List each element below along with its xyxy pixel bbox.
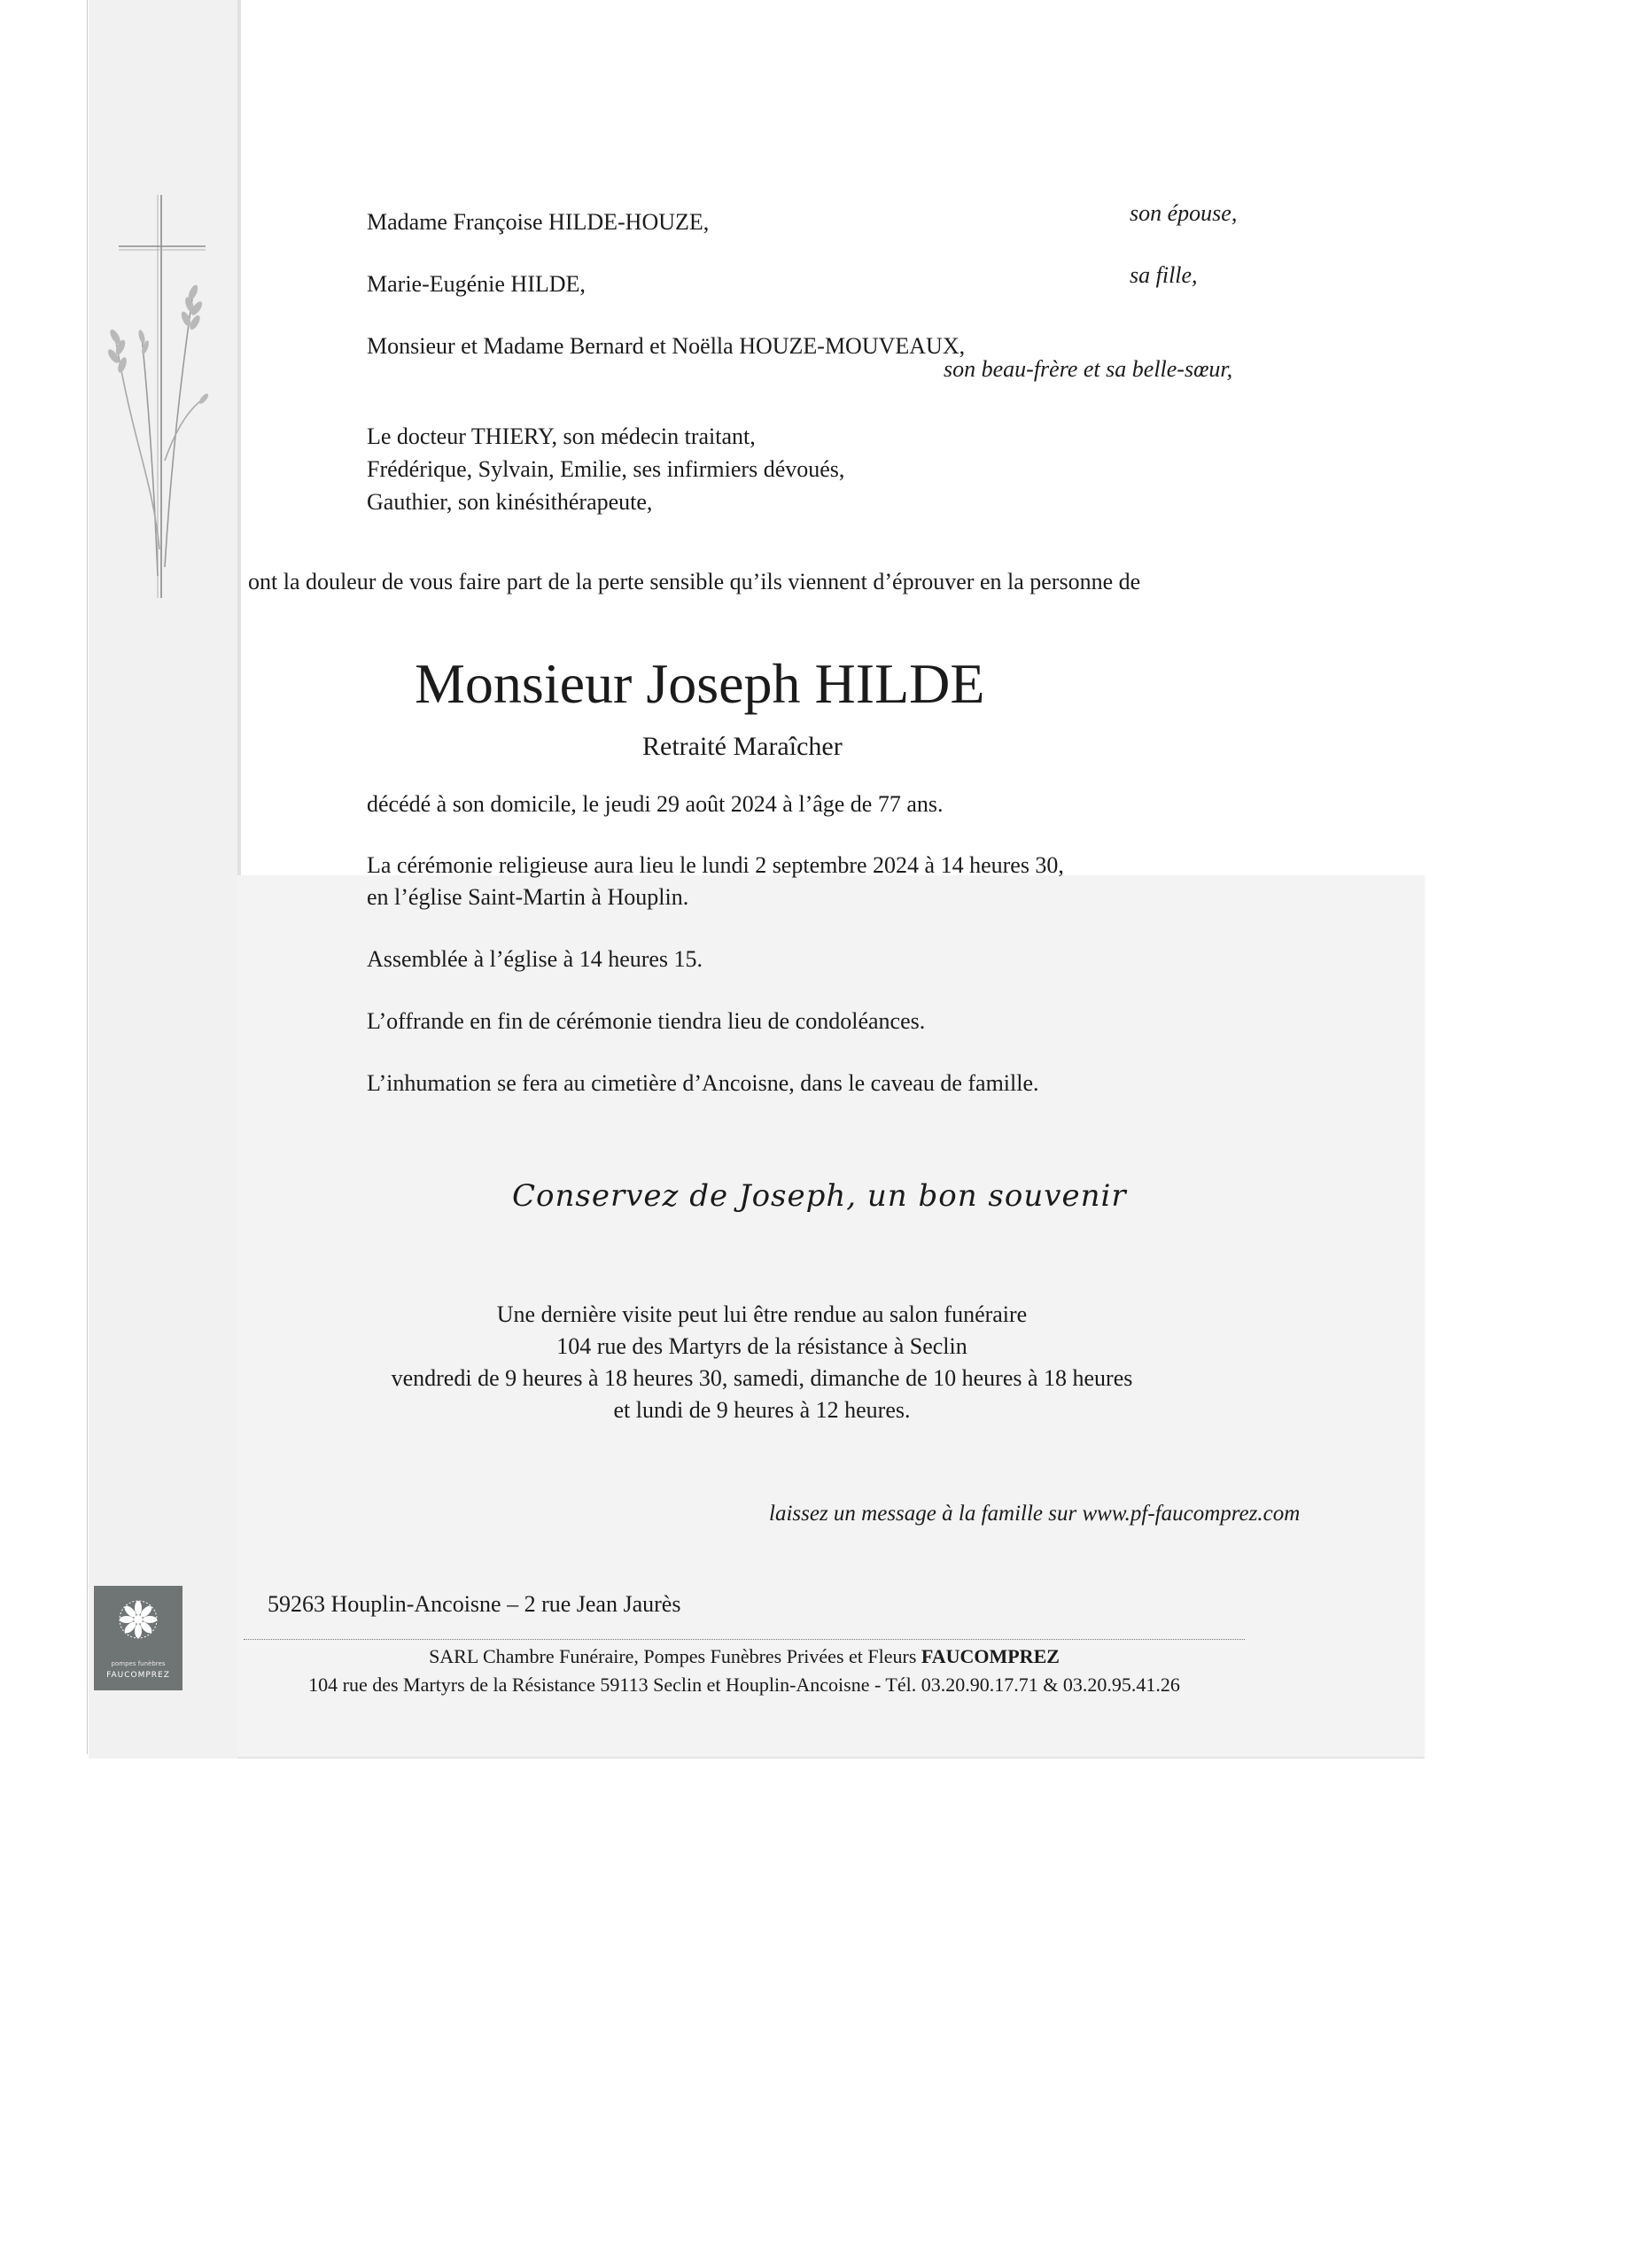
scan-shadow-edge (237, 1757, 1425, 1759)
assembly-line: Assemblée à l’église à 14 heures 15. (367, 946, 703, 972)
footer-divider (244, 1639, 1245, 1640)
in-laws-relation: son beau-frère et sa belle-sœur, (944, 356, 1233, 382)
offering-line: L’offrande en fin de cérémonie tiendra lieu de condoléances. (367, 1008, 926, 1034)
carer-line: Gauthier, son kinésithérapeute, (367, 489, 653, 515)
family-address: 59263 Houplin-Ancoisne – 2 rue Jean Jaurès (268, 1591, 681, 1617)
company-address: 104 rue des Martyrs de la Résistance 59113 Seclin et Houplin-Ancoisne - Tél. 03.20.90.17.71 & 03.20.95.41.26 (308, 1674, 1180, 1696)
left-margin-rule (87, 0, 88, 1754)
in-laws-name: Monsieur et Madame Bernard et Noëlla HOUZE-MOUVEAUX, (367, 333, 966, 359)
death-line: décédé à son domicile, le jeudi 29 août 2024 à l’âge de 77 ans. (367, 791, 944, 817)
visit-line: et lundi de 9 heures à 12 heures. (613, 1397, 911, 1423)
burial-line: L’inhumation se fera au cimetière d’Ancoisne, dans le caveau de famille. (367, 1070, 1039, 1096)
visit-line: Une dernière visite peut lui être rendue au salon funéraire (496, 1301, 1028, 1327)
ceremony-place-line: en l’église Saint-Martin à Houplin. (367, 884, 689, 910)
daughter-relation: sa fille, (1130, 262, 1198, 288)
company-brand: FAUCOMPREZ (921, 1645, 1060, 1667)
carer-line: Frédérique, Sylvain, Emilie, ses infirmiers dévoués, (367, 456, 845, 482)
funeral-home-footer (244, 1643, 1245, 1699)
ceremony-line: La cérémonie religieuse aura lieu le lundi 2 septembre 2024 à 14 heures 30, (367, 852, 1064, 878)
message-link[interactable]: laissez un message à la famille sur www.pf-faucomprez.com (769, 1502, 1301, 1526)
visit-info (319, 1299, 1205, 1426)
flower-icon (119, 1600, 158, 1639)
closing-phrase: Conservez de Joseph, un bon souvenir (512, 1178, 1127, 1214)
deceased-occupation: Retraité Maraîcher (642, 732, 843, 761)
deceased-name: Monsieur Joseph HILDE (415, 652, 985, 715)
daughter-name: Marie-Eugénie HILDE, (367, 271, 586, 297)
company-line (244, 1643, 1245, 1671)
cross-with-wheat-icon (106, 195, 221, 602)
logo-script: pompes funèbres (111, 1660, 166, 1667)
announcement-line: ont la douleur de vous faire part de la perte sensible qu’ils viennent d’éprouver en la personne de (248, 569, 1141, 594)
visit-line: 104 rue des Martyrs de la résistance à Seclin (556, 1333, 967, 1359)
company-name: SARL Chambre Funéraire, Pompes Funèbres Privées et Fleurs (429, 1645, 921, 1667)
visit-line: vendredi de 9 heures à 18 heures 30, samedi, dimanche de 10 heures à 18 heures (391, 1365, 1133, 1391)
carer-line: Le docteur THIERY, son médecin traitant, (367, 423, 756, 449)
spouse-name: Madame Françoise HILDE-HOUZE, (367, 209, 710, 235)
spouse-relation: son épouse, (1130, 200, 1238, 226)
funeral-home-logo (94, 1586, 183, 1690)
logo-name: FAUCOMPREZ (106, 1671, 170, 1680)
